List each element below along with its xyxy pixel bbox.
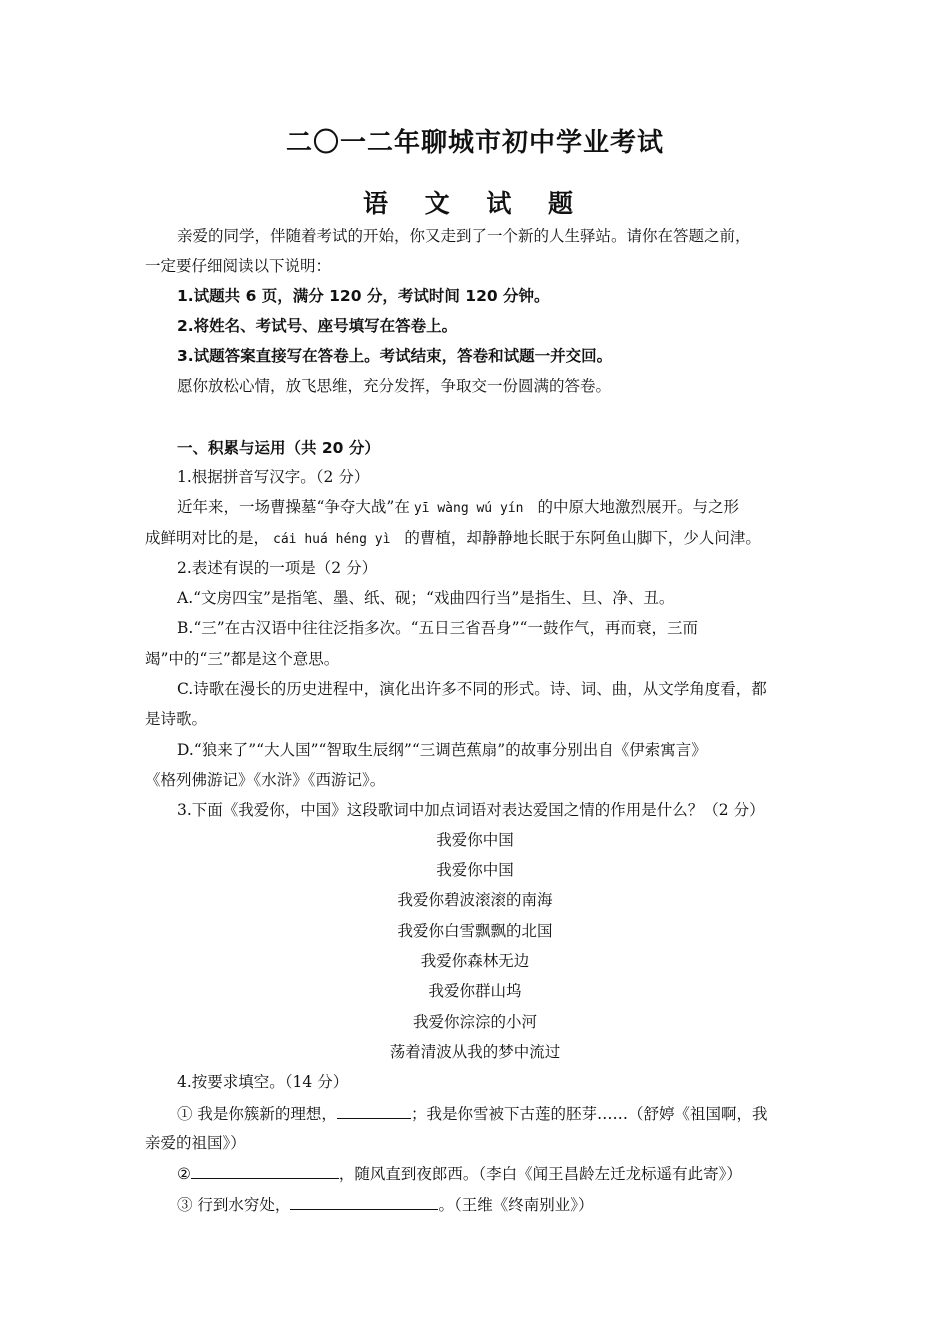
q4-item-1 xyxy=(177,1103,767,1124)
q2-option-c-cont: 是诗歌。 xyxy=(145,710,208,728)
q4-stem: 4.按要求填空。（14 分） xyxy=(177,1073,349,1091)
rule-3: 3.试题答案直接写在答卷上。考试结束，答卷和试题一并交回。 xyxy=(177,347,613,365)
answer-blank[interactable] xyxy=(290,1194,438,1210)
q4-item-1-cont: 亲爱的祖国》） xyxy=(145,1134,246,1152)
lyric-line: 我爱你白雪飘飘的北国 xyxy=(397,922,553,940)
lyric-line: 我爱你淙淙的小河 xyxy=(412,1013,537,1031)
q4-text: ② xyxy=(177,1165,191,1183)
q2-option-d-cont: 《格列佛游记》《水浒》《西游记》。 xyxy=(145,771,386,789)
q4-text: ③ 行到水穷处， xyxy=(177,1196,291,1214)
lyric-line: 我爱你中国 xyxy=(436,831,514,849)
q4-text: ① 我是你簇新的理想， xyxy=(177,1105,337,1123)
q1-stem: 1.根据拼音写汉字。（2 分） xyxy=(177,468,370,486)
exam-title: 二〇一二年聊城市初中学业考试 xyxy=(285,128,664,158)
q3-stem: 3.下面《我爱你，中国》这段歌词中加点词语对表达爱国之情的作用是什么？（2 分） xyxy=(177,801,765,819)
lyric-line: 我爱你碧波滚滚的南海 xyxy=(397,891,553,909)
lyric-line: 我爱你中国 xyxy=(436,861,514,879)
exam-subtitle: 语 文 试 题 xyxy=(362,189,588,218)
intro-line-1: 亲爱的同学，伴随着考试的开始，你又走到了一个新的人生驿站。请你在答题之前， xyxy=(177,227,751,245)
q1-line-2 xyxy=(145,528,761,550)
q4-text: ，随风直到夜郎西。（李白《闻王昌龄左迁龙标遥有此寄》） xyxy=(338,1165,742,1183)
q2-option-d: D.“狼来了”“大人国”“智取生辰纲”“三调芭蕉扇”的故事分别出自《伊索寓言》 xyxy=(177,741,707,759)
rule-1: 1.试题共 6 页，满分 120 分，考试时间 120 分钟。 xyxy=(177,287,550,305)
q1-text: 近年来，一场曹操墓“争夺大战”在 xyxy=(177,498,410,516)
q2-option-b: B.“三”在古汉语中往往泛指多次。“五日三省吾身”“一鼓作气，再而衰，三而 xyxy=(177,619,698,637)
q2-option-b-cont: 竭”中的“三”都是这个意思。 xyxy=(145,650,340,668)
q2-option-c: C.诗歌在漫长的历史进程中，演化出许多不同的形式。诗、词、曲，从文学角度看，都 xyxy=(177,680,767,698)
intro-closing: 愿你放松心情，放飞思维，充分发挥，争取交一份圆满的答卷。 xyxy=(177,377,612,395)
answer-blank[interactable] xyxy=(191,1163,339,1179)
lyric-line: 我爱你森林无边 xyxy=(420,952,530,970)
q4-text: 。（王维《终南别业》） xyxy=(438,1196,594,1214)
lyric-line: 我爱你群山坞 xyxy=(428,982,522,1000)
pinyin-prompt: yī wàng wú yín xyxy=(413,501,524,516)
section-heading: 一、积累与运用（共 20 分） xyxy=(177,439,380,457)
q2-stem: 2.表述有误的一项是（2 分） xyxy=(177,559,378,577)
q2-option-a: A.“文房四宝”是指笔、墨、纸、砚；“戏曲四行当”是指生、旦、净、丑。 xyxy=(177,589,675,607)
intro-line-2: 一定要仔细阅读以下说明： xyxy=(145,257,332,275)
q1-text: 的曹植，却静静地长眠于东阿鱼山脚下，少人问津。 xyxy=(404,529,761,547)
answer-blank[interactable] xyxy=(337,1103,411,1119)
q4-text: ；我是你雪被下古莲的胚芽……（舒婷《祖国啊，我 xyxy=(410,1105,768,1123)
q4-item-2 xyxy=(177,1163,742,1184)
q1-text: 成鲜明对比的是， xyxy=(145,529,270,547)
lyric-line: 荡着清波从我的梦中流过 xyxy=(389,1043,561,1061)
q4-item-3 xyxy=(177,1194,593,1215)
q1-text: 的中原大地激烈展开。与之形 xyxy=(537,498,739,516)
rule-2: 2.将姓名、考试号、座号填写在答卷上。 xyxy=(177,317,458,335)
pinyin-prompt: cái huá héng yì xyxy=(273,532,391,547)
q1-line-1 xyxy=(177,497,739,519)
